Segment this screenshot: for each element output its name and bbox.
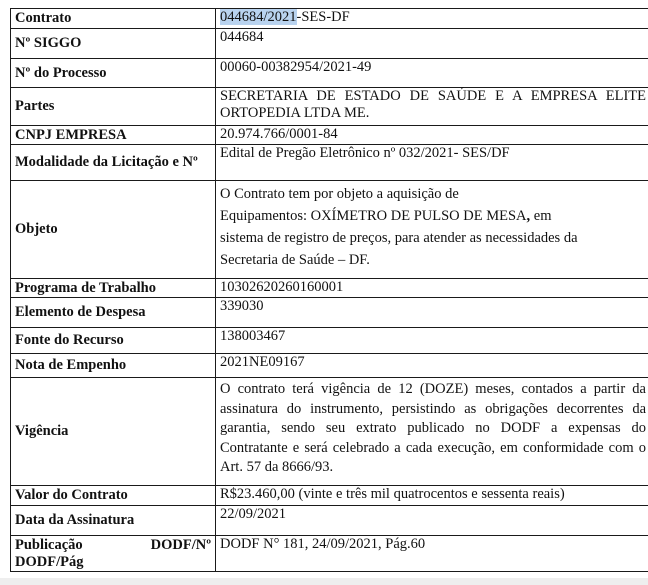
label-publicacao — [11, 536, 216, 572]
value-modalidade: Edital de Pregão Eletrônico nº 032/2021- SES/DF — [216, 145, 648, 181]
row-modalidade — [11, 145, 648, 181]
row-vigencia — [11, 378, 648, 486]
label-siggo: Nº SIGGO — [11, 29, 216, 59]
objeto-line-3: sistema de registro de preços, para atender as necessidades da — [220, 230, 578, 246]
value-publicacao: DODF N° 181, 24/09/2021, Pág.60 — [216, 536, 648, 572]
value-cnpj: 20.974.766/0001-84 — [216, 126, 648, 145]
label-contrato: Contrato — [11, 9, 216, 29]
value-programa: 10302620260160001 — [216, 279, 648, 298]
value-valor: R$23.460,00 (vinte e três mil quatrocentos e sessenta reais) — [216, 486, 648, 506]
row-valor — [11, 486, 648, 506]
value-objeto — [216, 181, 648, 279]
value-data: 22/09/2021 — [216, 506, 648, 536]
publicacao-label-right: DODF/Nº — [150, 536, 211, 553]
row-cnpj — [11, 126, 648, 145]
publicacao-label-left: Publicação — [15, 536, 83, 553]
label-elemento: Elemento de Despesa — [11, 298, 216, 328]
value-elemento: 339030 — [216, 298, 648, 328]
value-vigencia: O contrato terá vigência de 12 (DOZE) meses, contados a partir da assinatura do instrumento, persistindo as obrigações decorrentes da garantia, sendo seu extrato publicado no DODF a expensas do Contratante e será celebrado a cada execução, em conformidade com o Art. 57 da 8666/93. — [216, 378, 648, 486]
value-empenho: 2021NE09167 — [216, 354, 648, 378]
value-processo: 00060-00382954/2021-49 — [216, 59, 648, 88]
publicacao-label-line-2: DODF/Pág — [15, 553, 84, 570]
contract-suffix: -SES-DF — [296, 9, 350, 25]
value-contrato — [216, 9, 648, 29]
objeto-line-4: Secretaria de Saúde – DF. — [220, 252, 370, 268]
label-partes: Partes — [11, 88, 216, 126]
objeto-line-2-tail: em — [530, 208, 552, 224]
row-siggo — [11, 29, 648, 59]
row-elemento — [11, 298, 648, 328]
row-publicacao — [11, 536, 648, 572]
row-empenho — [11, 354, 648, 378]
label-fonte: Fonte do Recurso — [11, 328, 216, 354]
objeto-line-2-text: Equipamentos: OXÍMETRO DE PULSO DE MESA — [220, 208, 527, 224]
label-programa: Programa de Trabalho — [11, 279, 216, 298]
bottom-strip — [0, 578, 648, 585]
row-contrato — [11, 9, 648, 29]
row-fonte — [11, 328, 648, 354]
row-data — [11, 506, 648, 536]
row-objeto — [11, 181, 648, 279]
label-data: Data da Assinatura — [11, 506, 216, 536]
row-programa — [11, 279, 648, 298]
label-vigencia: Vigência — [11, 378, 216, 486]
highlighted-contract-number: 044684/2021 — [220, 9, 297, 25]
label-modalidade: Modalidade da Licitação e Nº — [11, 145, 216, 181]
publicacao-label-line-1 — [15, 537, 211, 554]
objeto-line-1: O Contrato tem por objeto a aquisição de — [220, 186, 459, 202]
objeto-line-2 — [220, 205, 646, 227]
value-fonte: 138003467 — [216, 328, 648, 354]
label-objeto: Objeto — [11, 181, 216, 279]
row-partes — [11, 88, 648, 126]
objeto-line-2-bold: , — [526, 208, 531, 224]
label-cnpj: CNPJ EMPRESA — [11, 126, 216, 145]
contract-summary-table — [10, 8, 648, 572]
value-partes: SECRETARIA DE ESTADO DE SAÚDE E A EMPRESA ELITE ORTOPEDIA LTDA ME. — [216, 88, 648, 126]
row-processo — [11, 59, 648, 88]
label-empenho: Nota de Empenho — [11, 354, 216, 378]
label-valor: Valor do Contrato — [11, 486, 216, 506]
value-siggo: 044684 — [216, 29, 648, 59]
label-processo: Nº do Processo — [11, 59, 216, 88]
